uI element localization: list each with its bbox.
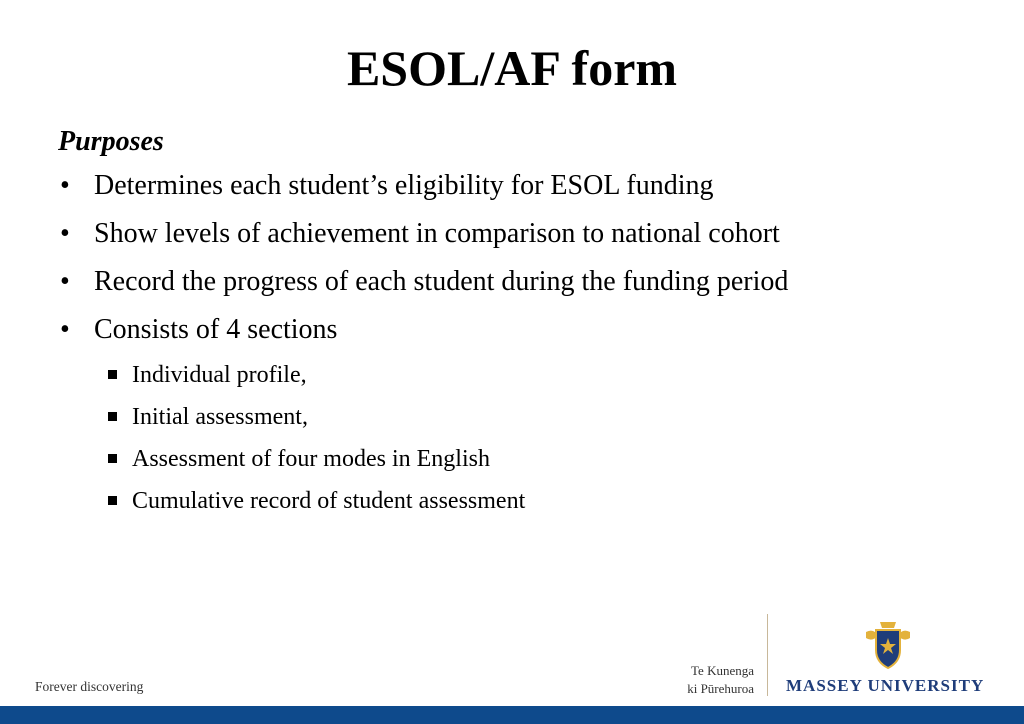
- bullet-item: [58, 214, 998, 262]
- bullet-dot-icon: •: [60, 170, 70, 201]
- footer-brand-bar: [0, 706, 1024, 724]
- sub-bullet-text: Initial assessment,: [132, 404, 308, 430]
- bullet-dot-icon: •: [60, 266, 70, 297]
- maori-name-line: ki Pūrehuroa: [687, 681, 754, 696]
- university-name: MASSEY UNIVERSITY: [786, 676, 985, 695]
- bullet-dot-icon: •: [60, 314, 70, 345]
- university-crest-icon: [860, 616, 916, 672]
- maori-name: [672, 662, 754, 698]
- bullet-item: [58, 262, 998, 310]
- sub-bullet-item: [58, 484, 998, 526]
- sub-bullet-item: [58, 400, 998, 442]
- slide-content: [58, 122, 998, 526]
- section-heading: Purposes: [58, 126, 164, 157]
- square-bullet-icon: [108, 496, 117, 505]
- bullet-text: Determines each student’s eligibility for ESOL funding: [94, 170, 714, 201]
- square-bullet-icon: [108, 454, 117, 463]
- maori-name-line: Te Kunenga: [691, 663, 754, 678]
- square-bullet-icon: [108, 370, 117, 379]
- square-bullet-icon: [108, 412, 117, 421]
- bullet-text: Show levels of achievement in comparison to national cohort: [94, 218, 780, 249]
- bullet-item: [58, 166, 998, 214]
- sub-bullet-text: Cumulative record of student assessment: [132, 488, 526, 514]
- bullet-text: Record the progress of each student during the funding period: [94, 266, 789, 297]
- sub-bullet-text: Assessment of four modes in English: [132, 446, 490, 472]
- footer-divider: [767, 614, 768, 696]
- sub-bullet-item: [58, 358, 998, 400]
- bullet-text: Consists of 4 sections: [94, 314, 338, 345]
- bullet-item: [58, 310, 998, 358]
- slide-title: ESOL/AF form: [346, 40, 678, 96]
- footer-tagline: Forever discovering: [35, 679, 144, 694]
- bullet-dot-icon: •: [60, 218, 70, 249]
- sub-bullet-text: Individual profile,: [132, 362, 307, 388]
- sub-bullet-item: [58, 442, 998, 484]
